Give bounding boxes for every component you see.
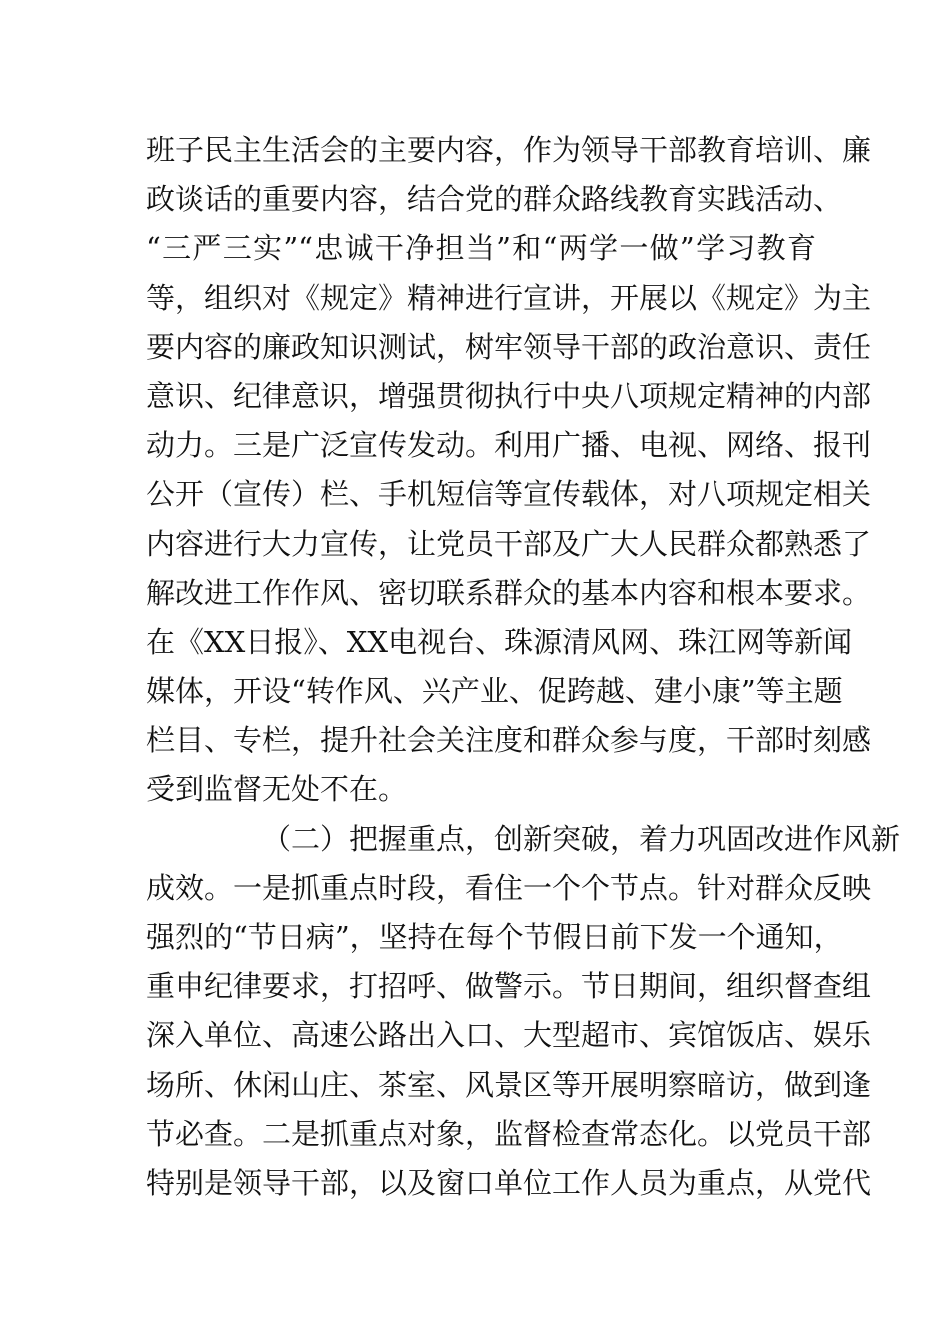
text-line: “三严三实”“忠诚干净担当”和“两学一做”学习教育 [146, 231, 816, 266]
text-line: 成效。一是抓重点时段，看住一个个节点。针对群众反映 [146, 870, 872, 905]
text-line: 受到监督无处不在。 [146, 772, 408, 807]
text-line: 要内容的廉政知识测试，树牢领导干部的政治意识、责任 [146, 329, 872, 364]
text-line: 等，组织对《规定》精神进行宣讲，开展以《规定》为主 [146, 280, 872, 315]
text-line: 栏目、专栏，提升社会关注度和群众参与度，干部时刻感 [146, 723, 872, 758]
text-line: 在《XX日报》、XX电视台、珠源清风网、珠江网等新闻 [146, 624, 853, 659]
text-line: 政谈话的重要内容，结合党的群众路线教育实践活动、 [146, 182, 843, 217]
text-line: 解改进工作作风、密切联系群众的基本内容和根本要求。 [146, 575, 872, 610]
text-line: 媒体，开设“转作风、兴产业、促跨越、建小康”等主题 [146, 674, 843, 709]
text-line: 动力。三是广泛宣传发动。利用广播、电视、网络、报刊 [146, 428, 872, 463]
section-heading-line: （二）把握重点，创新突破，着力巩固改进作风新 [262, 821, 901, 856]
body-text [146, 126, 901, 1208]
text-line: 重申纪律要求，打招呼、做警示。节日期间，组织督查组 [146, 969, 872, 1004]
text-line: 意识、纪律意识，增强贯彻执行中央八项规定精神的内部 [146, 378, 872, 413]
text-line: 公开（宣传）栏、手机短信等宣传载体，对八项规定相关 [146, 477, 872, 512]
text-line: 场所、休闲山庄、茶室、风景区等开展明察暗访，做到逢 [146, 1067, 872, 1102]
text-line: 深入单位、高速公路出入口、大型超市、宾馆饭店、娱乐 [146, 1018, 872, 1053]
text-line: 节必查。二是抓重点对象，监督检查常态化。以党员干部 [146, 1116, 872, 1151]
text-line: 特别是领导干部，以及窗口单位工作人员为重点，从党代 [146, 1165, 872, 1200]
text-line: 内容进行大力宣传，让党员干部及广大人民群众都熟悉了 [146, 526, 872, 561]
text-line: 强烈的“节日病”，坚持在每个节假日前下发一个通知， [146, 920, 843, 954]
text-line: 班子民主生活会的主要内容，作为领导干部教育培训、廉 [146, 133, 872, 167]
